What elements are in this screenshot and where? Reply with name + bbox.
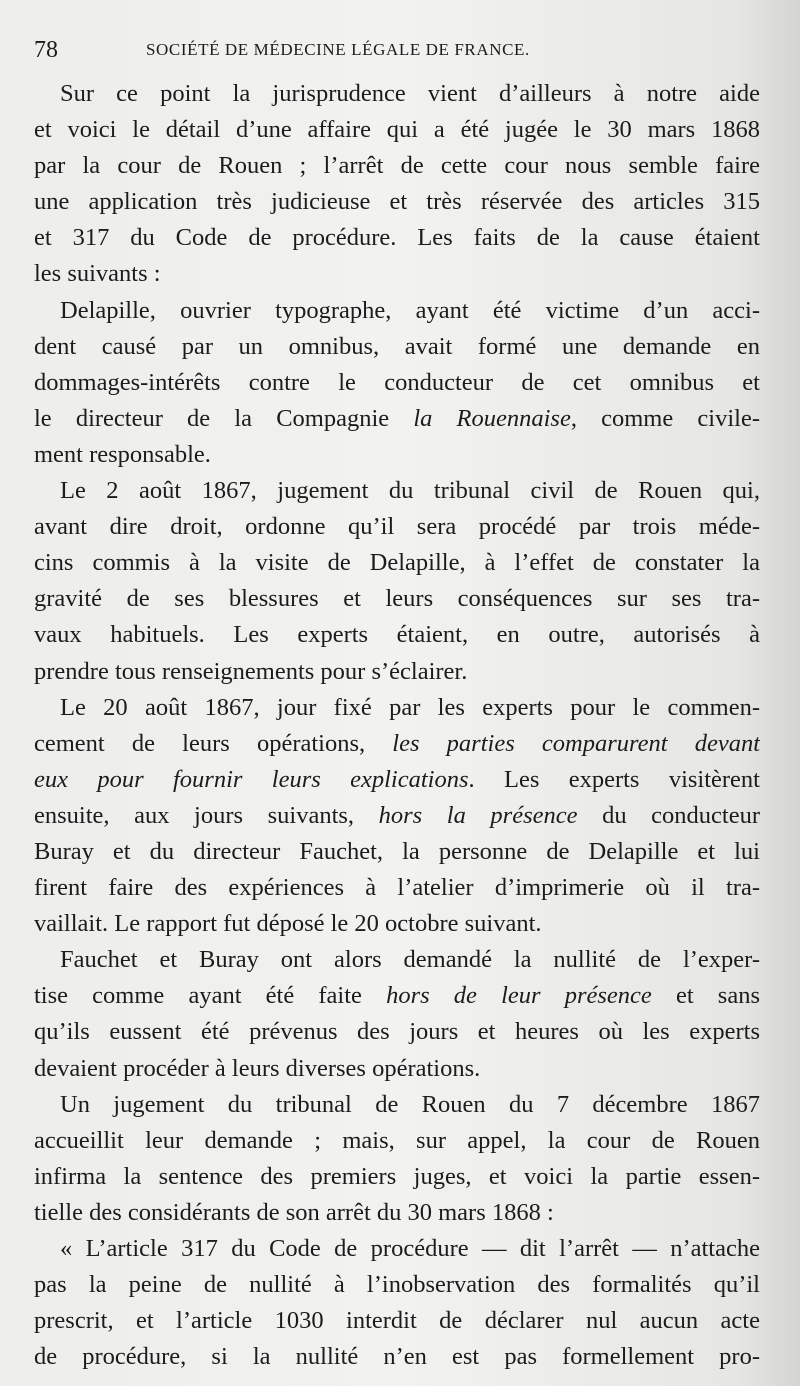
text-segment: accueillit leur demande ; mais, sur appel, la cour de Rouen	[34, 1126, 760, 1154]
text-line	[34, 1051, 760, 1087]
text-line	[34, 365, 760, 401]
text-segment: tielle des considérants de son arrêt du 30 mars 1868 :	[34, 1198, 554, 1226]
text-segment: ensuite, aux jours suivants,	[34, 801, 379, 829]
text-line	[34, 906, 760, 942]
text-segment: prescrit, et l’article 1030 interdit de déclarer nul aucun acte	[34, 1307, 760, 1335]
text-segment: devaient procéder à leurs diverses opérations.	[34, 1054, 481, 1082]
text-segment: pas la peine de nullité à l’inobservation des formalités qu’il	[34, 1271, 760, 1299]
text-line	[34, 545, 760, 581]
text-line	[34, 401, 760, 437]
text-line	[34, 148, 760, 184]
text-line	[34, 1195, 760, 1231]
italic-text: eux pour fournir leurs explications	[34, 765, 469, 793]
text-segment: gravité de ses blessures et leurs conséquences sur ses tra-	[34, 585, 760, 613]
text-segment: et 317 du Code de procédure. Les faits de la cause étaient	[34, 224, 760, 252]
text-line	[34, 509, 760, 545]
text-segment: du conducteur	[577, 801, 760, 829]
text-line	[34, 942, 760, 978]
text-segment: infirma la sentence des premiers juges, et voici la partie essen-	[34, 1162, 760, 1190]
text-line	[34, 1123, 760, 1159]
text-line	[34, 293, 760, 329]
text-segment: le directeur de la Compagnie	[34, 404, 414, 432]
page-number: 78	[34, 37, 58, 63]
text-segment: les suivants :	[34, 260, 161, 288]
text-segment: et sans	[651, 982, 760, 1010]
text-segment: dent causé par un omnibus, avait formé une demande en	[34, 332, 760, 360]
text-line	[34, 437, 760, 473]
text-segment: vaux habituels. Les experts étaient, en outre, autorisés à	[34, 621, 760, 649]
text-segment: prendre tous renseignements pour s’éclairer.	[34, 657, 468, 685]
text-line	[34, 870, 760, 906]
text-segment: firent faire des expériences à l’atelier d’imprimerie où il tra-	[34, 874, 760, 902]
text-line	[34, 76, 760, 112]
text-segment: , comme civile-	[570, 404, 760, 432]
text-segment: de procédure, si la nullité n’en est pas formellement pro-	[34, 1343, 760, 1371]
text-line	[34, 690, 760, 726]
text-line	[34, 1014, 760, 1050]
text-segment: Buray et du directeur Fauchet, la personne de Delapille et lui	[34, 837, 760, 865]
text-line	[34, 329, 760, 365]
text-line	[34, 256, 760, 292]
text-segment: avant dire droit, ordonne qu’il sera procédé par trois méde-	[34, 513, 760, 541]
text-line	[34, 762, 760, 798]
body-text	[34, 76, 760, 1375]
text-line	[34, 978, 760, 1014]
italic-text: les parties comparurent devant	[392, 729, 760, 757]
text-segment: une application très judicieuse et très réservée des articles 315	[34, 188, 760, 216]
text-segment: cement de leurs opérations,	[34, 729, 393, 757]
text-line	[34, 220, 760, 256]
page-header	[34, 34, 764, 66]
text-segment: ment responsable.	[34, 440, 211, 468]
text-segment: Sur ce point la jurisprudence vient d’ailleurs à notre aide	[60, 80, 760, 107]
text-segment: cins commis à la visite de Delapille, à l’effet de constater la	[34, 549, 760, 577]
text-line	[34, 1303, 760, 1339]
text-line	[34, 1231, 760, 1267]
text-line	[34, 617, 760, 653]
text-segment: par la cour de Rouen ; l’arrêt de cette cour nous semble faire	[34, 152, 760, 180]
text-line	[34, 1339, 760, 1375]
text-line	[34, 184, 760, 220]
text-line	[34, 654, 760, 690]
text-segment: qu’ils eussent été prévenus des jours et heures où les experts	[34, 1018, 760, 1046]
text-line	[34, 834, 760, 870]
italic-text: hors la présence	[378, 801, 578, 829]
text-line	[34, 581, 760, 617]
text-segment: Fauchet et Buray ont alors demandé la nullité de l’exper-	[60, 946, 760, 974]
text-line	[34, 473, 760, 509]
text-line	[34, 1267, 760, 1303]
text-segment: vaillait. Le rapport fut déposé le 20 octobre suivant.	[34, 910, 542, 938]
running-title: SOCIÉTÉ DE MÉDECINE LÉGALE DE FRANCE.	[146, 40, 530, 59]
italic-text: la Rouennaise	[413, 404, 571, 432]
text-segment: Un jugement du tribunal de Rouen du 7 décembre 1867	[60, 1090, 760, 1118]
text-segment: . Les experts visitèrent	[468, 765, 760, 793]
text-line	[34, 798, 760, 834]
text-segment: Le 2 août 1867, jugement du tribunal civil de Rouen qui,	[60, 477, 760, 505]
text-line	[34, 1159, 760, 1195]
text-line	[34, 726, 760, 762]
text-segment: et voici le détail d’une affaire qui a été jugée le 30 mars 1868	[34, 116, 760, 144]
text-line	[34, 112, 760, 148]
text-line	[34, 1087, 760, 1123]
text-segment: tise comme ayant été faite	[34, 982, 387, 1010]
text-segment: « L’article 317 du Code de procédure — dit l’arrêt — n’attache	[60, 1235, 760, 1262]
text-segment: Le 20 août 1867, jour fixé par les experts pour le commen-	[60, 693, 760, 721]
italic-text: hors de leur présence	[386, 982, 652, 1010]
text-segment: Delapille, ouvrier typographe, ayant été victime d’un acci-	[60, 296, 760, 324]
text-segment: dommages-intérêts contre le conducteur de cet omnibus et	[34, 368, 760, 396]
